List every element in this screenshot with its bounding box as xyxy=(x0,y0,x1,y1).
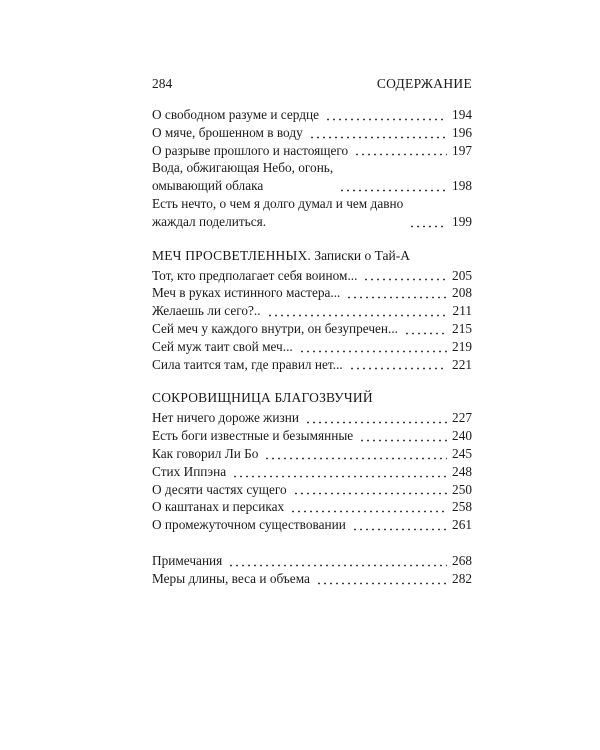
dot-leader xyxy=(346,285,447,299)
section-heading xyxy=(152,247,472,265)
toc-entry-page: 205 xyxy=(452,267,472,283)
toc-entry[interactable] xyxy=(152,284,472,302)
toc-entry-page: 227 xyxy=(452,410,472,426)
toc-entry-title: Как говорил Ли Бо xyxy=(152,445,259,461)
toc-entry[interactable] xyxy=(152,106,472,124)
toc-entry-title: Меры длины, веса и объема xyxy=(152,570,310,586)
toc-entry-title-line1: Есть нечто, о чем я долго думал и чем давно xyxy=(152,195,404,211)
toc-entry[interactable] xyxy=(152,356,472,374)
toc-entry-page: 245 xyxy=(452,445,472,461)
toc-entry-page: 199 xyxy=(452,213,472,229)
toc-entry-title-line1: Вода, обжигающая Небо, огонь, xyxy=(152,160,334,176)
dot-leader xyxy=(404,321,447,335)
section-heading-title: МЕЧ ПРОСВЕТЛЕННЫХ. xyxy=(152,247,311,263)
toc-entry-page: 219 xyxy=(452,338,472,354)
toc-entry[interactable] xyxy=(152,338,472,356)
toc-entry[interactable] xyxy=(152,195,472,231)
dot-leader xyxy=(309,125,447,139)
toc-entry-title: Сей меч у каждого внутри, он безупречен... xyxy=(152,320,399,336)
toc-entry-title xyxy=(152,195,403,231)
dot-leader xyxy=(409,214,447,228)
toc-entry-page: 282 xyxy=(452,570,472,586)
page-number: 284 xyxy=(152,76,173,91)
toc-entry[interactable] xyxy=(152,498,472,516)
toc-entry-page: 221 xyxy=(452,356,472,372)
dot-leader xyxy=(267,303,448,317)
toc-entry[interactable] xyxy=(152,516,472,534)
dot-leader xyxy=(349,356,447,370)
toc-entry-title: О разрыве прошлого и настоящего xyxy=(152,142,349,158)
toc-entry[interactable] xyxy=(152,427,472,445)
toc-entry-page: 194 xyxy=(452,107,472,122)
toc-entry-title: Тот, кто предполагает себя воином... xyxy=(152,267,358,283)
dot-leader xyxy=(232,464,447,478)
toc-entry-title: О мяче, брошенном в воду xyxy=(152,124,303,140)
toc-entry[interactable] xyxy=(152,124,472,142)
dot-leader xyxy=(354,142,447,156)
toc-entry-page: 268 xyxy=(452,552,472,568)
toc-entry-page: 208 xyxy=(452,285,472,301)
toc-entry[interactable] xyxy=(152,445,472,463)
toc-entry-page: 261 xyxy=(452,517,472,533)
dot-leader xyxy=(316,571,447,585)
running-head xyxy=(152,76,472,96)
dot-leader xyxy=(299,339,447,353)
toc-entry-page: 211 xyxy=(452,303,472,319)
toc-entry-title: О промежуточном существовании xyxy=(152,517,346,533)
toc-entry[interactable] xyxy=(152,159,472,195)
section-heading xyxy=(152,389,472,407)
toc-entry[interactable] xyxy=(152,142,472,160)
toc-entry-title: О каштанах и персиках xyxy=(152,499,285,515)
toc-entry-page: 196 xyxy=(452,124,472,140)
table-of-contents xyxy=(152,106,472,588)
dot-leader xyxy=(264,446,447,460)
dot-leader xyxy=(339,178,447,192)
toc-entry-title: Есть боги известные и безымянные xyxy=(152,428,354,444)
toc-entry-title: Меч в руках истинного мастера... xyxy=(152,285,341,301)
toc-entry-page: 240 xyxy=(452,428,472,444)
toc-entry[interactable] xyxy=(152,302,472,320)
toc-entry[interactable] xyxy=(152,267,472,285)
toc-entry-title: Стих Иппэна xyxy=(152,463,227,479)
toc-entry-title: Сила таится там, где правил нет... xyxy=(152,356,343,372)
toc-entry-title: Нет ничего дороже жизни xyxy=(152,410,299,426)
toc-entry-page: 258 xyxy=(452,499,472,515)
toc-entry-title xyxy=(152,159,333,195)
toc-entry-title: Сей муж таит свой меч... xyxy=(152,338,293,354)
toc-entry-title: О свободном разуме и сердце xyxy=(152,107,320,122)
toc-entry-title: Желаешь ли сего?.. xyxy=(152,303,261,319)
toc-entry[interactable] xyxy=(152,552,472,570)
toc-entry[interactable] xyxy=(152,481,472,499)
dot-leader xyxy=(352,517,447,531)
dot-leader xyxy=(290,499,447,513)
running-title: СОДЕРЖАНИЕ xyxy=(376,76,472,91)
dot-leader xyxy=(228,553,447,567)
toc-entry-title-line2: омывающий облака xyxy=(152,178,264,194)
section-heading-subtitle: Записки о Тай-А xyxy=(310,247,411,263)
dot-leader xyxy=(359,428,447,442)
dot-leader xyxy=(363,267,447,281)
toc-entry[interactable] xyxy=(152,570,472,588)
toc-entry-page: 248 xyxy=(452,463,472,479)
toc-entry[interactable] xyxy=(152,463,472,481)
toc-entry-page: 250 xyxy=(452,481,472,497)
toc-entry-page: 197 xyxy=(452,142,472,158)
section-heading-title: СОКРОВИЩНИЦА БЛАГОЗВУЧИЙ xyxy=(152,390,373,406)
dot-leader xyxy=(305,410,447,424)
toc-entry-title: О десяти частях сущего xyxy=(152,481,287,497)
section-gap xyxy=(152,534,472,552)
toc-entry-page: 215 xyxy=(452,320,472,336)
toc-entry-title-line2: жаждал поделиться. xyxy=(152,213,267,229)
toc-entry-page: 198 xyxy=(452,178,472,194)
toc-entry[interactable] xyxy=(152,409,472,427)
toc-entry[interactable] xyxy=(152,320,472,338)
toc-entry-title: Примечания xyxy=(152,552,223,568)
dot-leader xyxy=(293,481,447,495)
dot-leader xyxy=(325,107,447,121)
